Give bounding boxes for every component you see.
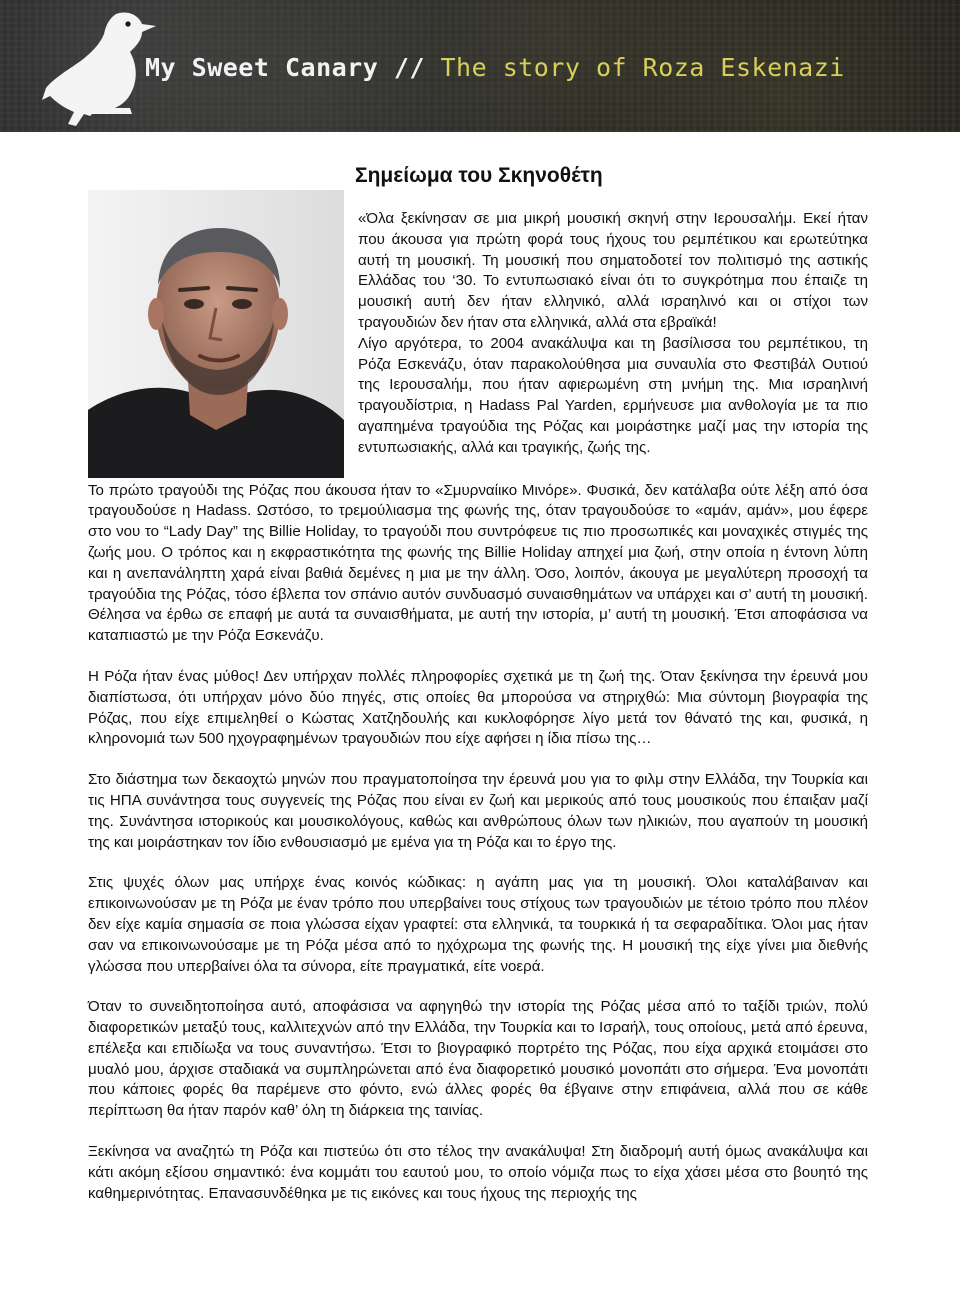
banner-title-sub: The story of Roza Eskenazi: [424, 53, 845, 82]
paragraph-3: Το πρώτο τραγούδι της Ρόζας που άκουσα ήταν το «Σμυρναίικο Μινόρε». Φυσικά, δεν κατάλαβα ούτε λέξη από όσα τραγουδούσε η Hadass. Ωστόσο, το τρεμούλιασμα της φωνής της, όταν τραγουδούσε το «αμάν, αμάν», μου έφερε στο νου το “Lady Day” της Billie Holiday, το τραγούδι που συντρόφευε τις πιο προσωπικές και μοναχικές στιγμές της ζωής μου. Ο τρόπος και η εκφραστικότητα της φωνής της Billie Holiday απηχεί μια ζωή, στην οποία η έντονη λύπη και η ανεπανάληπτη χαρά είναι βαθιά δεμένες η μια με την άλλη. Όσο, λοιπόν, άκουγα με μεγαλύτερη προσοχή τα τραγούδια της Ρόζας, τόσο έβλεπα τον σπάνιο αυτόν συνδυασμό συναισθημάτων να υπάρχει και σ’ αυτή τη μουσική. Θέλησα να έρθω σε επαφή με αυτά τα συναισθήματα, με αυτή την ιστορία, μ’ αυτή τη μουσική. Έτσι αποφάσισα να καταπιαστώ με την Ρόζα Εσκενάζυ.: [88, 481, 868, 645]
paragraph-7: Όταν το συνειδητοποίησα αυτό, αποφάσισα να αφηγηθώ την ιστορία της Ρόζας μέσα από το ταξίδι τριών, πολύ διαφορετικών μεταξύ τους, καλλιτεχνών από την Ελλάδα, την Τουρκία και το Ισραήλ, τους οποίους, μετά από έρευνα, επέλεξα και επιδίωξα να τους συναντήσω. Έτσι το βιογραφικό πορτρέτο της Ρόζας, που είχα αρχικά ετοιμάσει στο μυαλό μου, άρχισε σταδιακά να συμπληρώνεται από ένα διαφορετικό μουσικό μονοπάτι στο σήμερα. Ένα μονοπάτι που κάποιες φορές θα παρέμενε στο φόντο, ενώ άλλες φορές θα έβγαινε στην επιφάνεια, αλλά που σε κάθε περίπτωση θα ήταν παρόν καθ’ όλη τη διάρκεια της ταινίας.: [88, 998, 868, 1120]
paragraph-1: «Όλα ξεκίνησαν σε μια μικρή μουσική σκηνή στην Ιερουσαλήμ. Εκεί ήταν που άκουσα για πρώτη φορά τους ήχους του ρεμπέτικου και ερωτεύτηκα αυτή τη μουσική. Τη μουσική που σηματοδοτεί τον πολιτισμό της αστικής Ελλάδας του ‘30. Το εντυπωσιακό είναι ότι το συγκρότημα που έπαιζε τη μουσική αυτή δεν ήταν ελληνικό, αλλά ισραηλινό και οι στίχοι των τραγουδιών δεν ήταν στα ελληνικά, αλλά στα εβραϊκά!: [358, 210, 868, 331]
paragraph-2: Λίγο αργότερα, το 2004 ανακάλυψα και τη βασίλισσα του ρεμπέτικου, τη Ρόζα Εσκενάζυ, όταν παρακολούθησα μια συναυλία στο Φεστιβάλ Ουτιού της Ιερουσαλήμ, που ήταν αφιερωμένη στη μνήμη της. Μια ισραηλινή τραγουδίστρια, η Hadass Pal Yarden, ερμήνευσε μια ανθολογία με τα πιο αγαπημένα τραγούδια της Ρόζας και μοιράστηκε μαζί μας την ιστορία της εντυπωσιακής, αλλά και τραγικής, ζωής της.: [358, 334, 868, 456]
paragraph-4: Η Ρόζα ήταν ένας μύθος! Δεν υπήρχαν πολλές πληροφορίες σχετικά με τη ζωή της. Όταν ξεκίνησα την έρευνά μου διαπίστωσα, ότι υπήρχαν μόνο δύο πηγές, στις οποίες θα μπορούσα να στηριχθώ: Μια σύντομη βιογραφία της Ρόζας, που είχε επιμεληθεί ο Κώστας Χατζηδουλής και κυκλοφόρησε λίγο μετά τον θάνατό της και, φυσικά, η κληρονομιά των 500 ηχογραφημένων τραγουδιών που είχε αφήσει η ίδια πίσω της…: [88, 667, 868, 748]
paragraph-5: Στο διάστημα των δεκαοχτώ μηνών που πραγματοποίησα την έρευνά μου για το φιλμ στην Ελλάδα, την Τουρκία και τις ΗΠΑ συνάντησα τους συγγενείς της Ρόζας που είναι εν ζωή και μερικούς από τους μουσικούς που έπαιξαν μαζί της. Συνάντησα ιστορικούς και μουσικολόγους, καθώς και ανθρώπους όλων των ηλικιών, που αγαπούν τη μουσική της και μοιράστηκαν τον ίδιο ενθουσιασμό με εμένα για τη Ρόζα και το έργο της.: [88, 771, 868, 851]
page-title: Σημείωμα του Σκηνοθέτη: [355, 164, 603, 187]
paragraph-8: Ξεκίνησα να αναζητώ τη Ρόζα και πιστεύω ότι στο τέλος την ανακάλυψα! Στη διαδρομή αυτή όμως ανακάλυψα και κάτι ακόμη εξίσου σημαντικό: ένα κομμάτι του εαυτού μου, το οποίο νόμιζα πως το είχα χάσει μέσα στο βουητό της καθημερινότητας. Επανασυνδέθηκα με τις εικόνες και τους ήχους της περιοχής της: [88, 1143, 868, 1202]
article-body: [88, 209, 868, 1204]
paragraph-6: Στις ψυχές όλων μας υπήρχε ένας κοινός κώδικας: η αγάπη μας για τη μουσική. Όλοι καταλάβαιναν και επικοινωνούσαν με τη Ρόζα με έναν τρόπο που υπερβαίνει τους στίχους των τραγουδιών με τέτοιο τρόπο που πλέον δεν είχε καμία σημασία σε ποια γλώσσα είχαν γραφτεί: στα ελληνικά, τα τουρκικά ή τα σεφαραδίτικα. Όλοι μας ήταν σαν να επικοινωνούσαμε με τη Ρόζα μέσα από το ηχόχρωμα της φωνής της. Η μουσική της είχε γίνει μια διεθνής γλώσσα που υπερβαίνει όλα τα σύνορα, είτε πραγματικά, είτε νοερά.: [88, 874, 868, 975]
photo-spacer: [88, 209, 358, 479]
banner-title-main: My Sweet Canary //: [145, 53, 425, 82]
header-banner: [0, 0, 960, 132]
banner-title: [145, 53, 845, 82]
